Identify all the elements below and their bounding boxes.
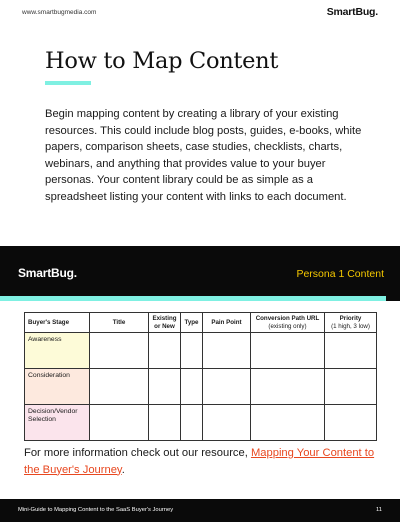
header-title: Title xyxy=(90,313,149,333)
table-row xyxy=(25,333,377,369)
resource-callout xyxy=(24,445,376,478)
header-pain-point: Pain Point xyxy=(203,313,251,333)
table-cell[interactable] xyxy=(181,333,203,369)
table-cell[interactable] xyxy=(203,369,251,405)
title-underline xyxy=(45,81,91,85)
table-cell[interactable] xyxy=(251,369,325,405)
table-cell[interactable] xyxy=(149,333,181,369)
header-existing-or-new: Existing or New xyxy=(149,313,181,333)
site-url[interactable]: www.smartbugmedia.com xyxy=(22,9,97,16)
header-type: Type xyxy=(181,313,203,333)
table-panel xyxy=(0,301,386,433)
mapping-resource-link[interactable]: Mapping Your Content to the Buyer's Journey xyxy=(24,447,375,476)
stage-cell-decision: Decision/Vendor Selection xyxy=(25,405,90,441)
table-cell[interactable] xyxy=(251,405,325,441)
table-cell[interactable] xyxy=(325,333,377,369)
callout-lead: For more information check out our resource, xyxy=(24,447,251,459)
table-cell[interactable] xyxy=(149,369,181,405)
table-cell[interactable] xyxy=(149,405,181,441)
table-cell[interactable] xyxy=(203,333,251,369)
table-header-row xyxy=(25,313,377,333)
top-header xyxy=(0,0,400,26)
table-cell[interactable] xyxy=(181,369,203,405)
header-priority: Priority (1 high, 3 low) xyxy=(325,313,377,333)
table-cell[interactable] xyxy=(90,405,149,441)
table-cell[interactable] xyxy=(90,369,149,405)
table-row xyxy=(25,369,377,405)
page-title: How to Map Content xyxy=(45,48,279,74)
table-cell[interactable] xyxy=(90,333,149,369)
stage-cell-awareness: Awareness xyxy=(25,333,90,369)
smartbug-logo: SmartBug. xyxy=(326,6,378,18)
table-cell[interactable] xyxy=(251,333,325,369)
page-number: 11 xyxy=(375,507,382,513)
table-cell[interactable] xyxy=(181,405,203,441)
intro-paragraph: Begin mapping content by creating a library of your existing resources. This could include blog posts, guides, e-books, white papers, comparison sheets, case studies, checklists, charts, webinars, and anything that provides value to your buyer personas. Your content library could be as simple as a spreadsheet listing your content with links to each document. xyxy=(45,108,362,203)
persona-label: Persona 1 Content xyxy=(296,268,384,280)
table-cell[interactable] xyxy=(325,369,377,405)
table-cell[interactable] xyxy=(203,405,251,441)
header-buyers-stage: Buyer's Stage xyxy=(25,313,90,333)
table-cell[interactable] xyxy=(325,405,377,441)
callout-trail: . xyxy=(121,463,125,476)
content-map-table xyxy=(24,312,377,441)
header-conversion-path-url: Conversion Path URL (existing only) xyxy=(251,313,325,333)
table-row xyxy=(25,405,377,441)
stage-cell-consideration: Consideration xyxy=(25,369,90,405)
band-smartbug-logo: SmartBug. xyxy=(18,266,77,280)
guide-title: Mini-Guide to Mapping Content to the SaaS Buyer's Journey xyxy=(18,507,174,513)
